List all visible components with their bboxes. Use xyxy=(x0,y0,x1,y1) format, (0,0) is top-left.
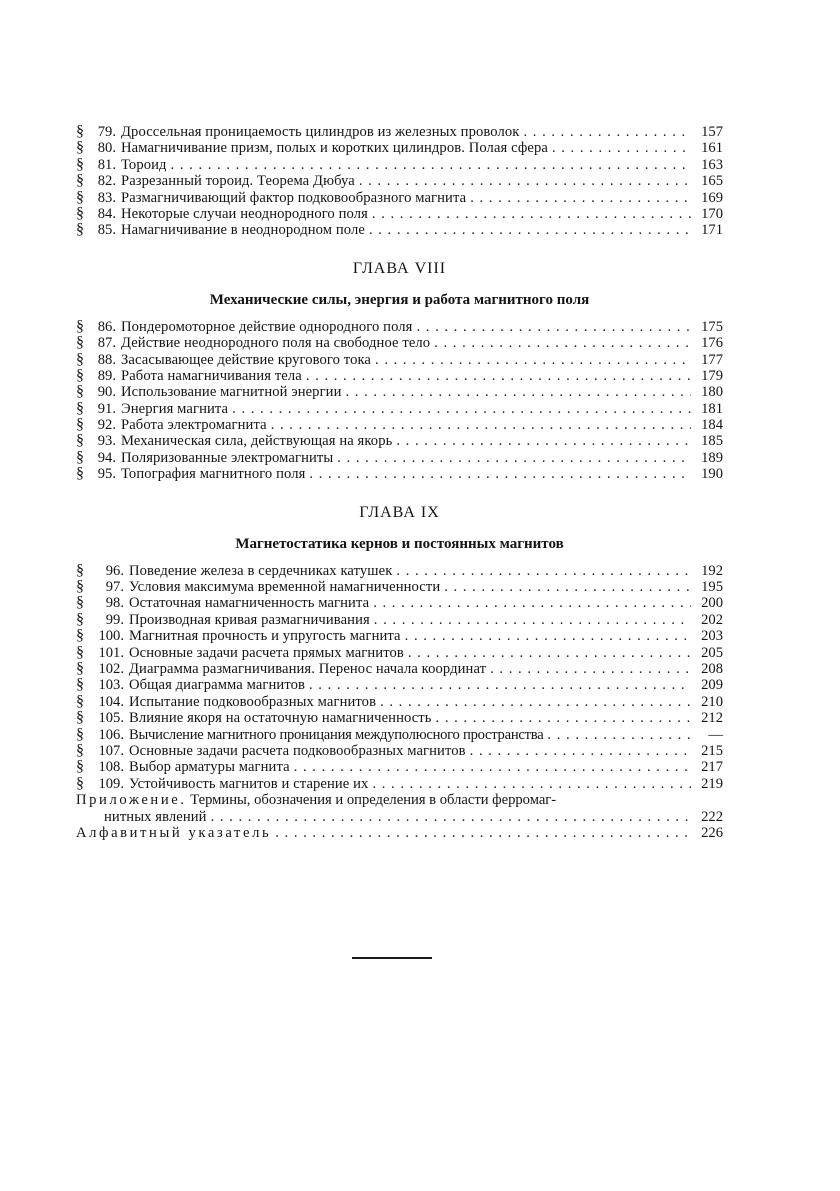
dot-leader xyxy=(436,710,691,726)
toc-entry xyxy=(76,710,723,726)
dot-leader xyxy=(345,384,691,400)
page-number: 212 xyxy=(701,710,723,727)
dot-leader xyxy=(337,450,691,466)
page-number: 163 xyxy=(701,156,723,173)
section-title: Устойчивость магнитов и старение их xyxy=(129,775,369,792)
toc-entry xyxy=(76,645,723,661)
page-number: 217 xyxy=(701,759,723,776)
section-sign: § xyxy=(76,155,84,173)
section-number: 90. xyxy=(97,384,116,401)
appendix-title: Термины, обозначения и определения в области ферромаг- xyxy=(190,792,557,809)
toc-entry xyxy=(76,466,723,482)
chapter-heading: ГЛАВА VIII xyxy=(352,259,447,277)
section-number: 96. xyxy=(105,562,124,579)
page-number: 157 xyxy=(701,124,723,140)
section-number: 89. xyxy=(97,367,116,384)
toc-entry xyxy=(76,450,723,466)
toc-entry xyxy=(76,206,723,222)
chapter-title: Магнетостатика кернов и постоянных магнитов xyxy=(235,535,564,552)
section-title: Испытание подковообразных магнитов xyxy=(129,693,377,710)
end-rule xyxy=(352,957,432,959)
dot-leader xyxy=(396,563,691,579)
page-number: 180 xyxy=(701,384,723,401)
toc-entry xyxy=(76,352,723,368)
toc-entry xyxy=(76,743,723,759)
dot-leader xyxy=(294,759,691,775)
section-number: 97. xyxy=(105,579,124,596)
section-sign: § xyxy=(76,172,84,190)
chapter9-entries xyxy=(76,563,723,792)
section-title: Остаточная намагниченность магнита xyxy=(129,595,370,612)
section-title: Основные задачи расчета подковообразных магнитов xyxy=(129,742,466,759)
section-sign: § xyxy=(76,350,84,368)
dot-leader xyxy=(470,190,691,206)
section-sign: § xyxy=(76,448,84,466)
page-number: 210 xyxy=(701,693,723,710)
index-label: Алфавитный указатель xyxy=(76,824,272,841)
dot-leader xyxy=(552,140,691,156)
section-number: 104. xyxy=(98,693,124,710)
toc-entry xyxy=(76,401,723,417)
section-sign: § xyxy=(76,366,84,384)
toc-entry xyxy=(76,776,723,792)
section-sign: § xyxy=(76,594,84,612)
section-sign: § xyxy=(76,758,84,776)
dot-leader xyxy=(408,645,691,661)
section-title: Энергия магнита xyxy=(121,400,229,417)
section-sign: § xyxy=(76,561,84,579)
section-number: 100. xyxy=(98,628,124,645)
section-title: Выбор арматуры магнита xyxy=(129,759,290,776)
dot-leader xyxy=(372,776,691,792)
toc-entry xyxy=(76,173,723,189)
dot-leader xyxy=(405,628,691,644)
section-sign: § xyxy=(76,416,84,434)
section-number: 87. xyxy=(97,335,116,352)
dot-leader xyxy=(470,743,691,759)
dot-leader xyxy=(372,206,691,222)
section-sign: § xyxy=(76,643,84,661)
dot-leader xyxy=(309,677,691,693)
section-number: 93. xyxy=(97,433,116,450)
section-sign: § xyxy=(76,627,84,645)
section-title: Засасывающее действие кругового тока xyxy=(121,351,372,368)
toc-entry xyxy=(76,677,723,693)
page-number: 190 xyxy=(701,466,723,483)
section-number: 109. xyxy=(98,775,124,792)
section-sign: § xyxy=(76,578,84,596)
appendix-label: Приложение. xyxy=(76,792,187,809)
toc-entry xyxy=(76,628,723,644)
chapter-title: Механические силы, энергия и работа магнитного поля xyxy=(209,291,590,308)
section-number: 83. xyxy=(97,189,116,206)
page-number: 184 xyxy=(701,417,723,434)
toc-entry xyxy=(76,595,723,611)
section-number: 98. xyxy=(105,595,124,612)
page-number: 205 xyxy=(701,644,723,661)
section-sign: § xyxy=(76,741,84,759)
dot-leader xyxy=(547,727,691,743)
section-number: 95. xyxy=(97,466,116,483)
dot-leader xyxy=(369,222,691,238)
section-title: Работа намагничивания тела xyxy=(121,367,302,384)
section-title: Вычисление магнитного проницания междуполюсного пространства xyxy=(129,726,544,743)
page-number: 185 xyxy=(701,433,723,450)
dot-leader xyxy=(375,352,691,368)
dot-leader xyxy=(416,319,691,335)
section-title: Условия максимума временной намагниченности xyxy=(129,579,441,596)
toc-entry xyxy=(76,612,723,628)
section-title: Пондеромоторное действие однородного поля xyxy=(121,318,413,335)
appendix-second-line xyxy=(76,809,723,825)
section-number: 92. xyxy=(97,417,116,434)
section-sign: § xyxy=(76,139,84,157)
page-number: 189 xyxy=(701,449,723,466)
section-title: Некоторые случаи неоднородного поля xyxy=(121,205,368,222)
section-number: 94. xyxy=(97,449,116,466)
section-number: 106. xyxy=(98,726,124,743)
toc-entry xyxy=(76,759,723,775)
chapter7-entries xyxy=(76,124,723,239)
section-number: 91. xyxy=(97,400,116,417)
page-number: 219 xyxy=(701,775,723,792)
toc-entry xyxy=(76,433,723,449)
chapter-heading: ГЛАВА IX xyxy=(359,503,440,521)
section-number: 82. xyxy=(97,173,116,190)
section-sign: § xyxy=(76,465,84,483)
section-sign: § xyxy=(76,188,84,206)
page-number: 208 xyxy=(701,660,723,677)
toc-entry xyxy=(76,140,723,156)
chapter8-entries xyxy=(76,319,723,483)
toc-entry xyxy=(76,157,723,173)
section-number: 108. xyxy=(98,759,124,776)
page-number: 177 xyxy=(701,351,723,368)
page-number: 226 xyxy=(701,824,723,841)
section-number: 80. xyxy=(97,140,116,157)
section-number: 99. xyxy=(105,611,124,628)
toc-entry xyxy=(76,124,723,140)
section-number: 105. xyxy=(98,710,124,727)
section-number: 101. xyxy=(98,644,124,661)
page-number: 202 xyxy=(701,611,723,628)
section-title: Размагничивающий фактор подковообразного магнита xyxy=(121,189,467,206)
toc-entry xyxy=(76,579,723,595)
page-number: 215 xyxy=(701,742,723,759)
section-sign: § xyxy=(76,676,84,694)
toc-entry xyxy=(76,727,723,743)
section-title: Дроссельная проницаемость цилиндров из железных проволок xyxy=(121,124,520,140)
dot-leader xyxy=(309,466,691,482)
section-sign: § xyxy=(76,432,84,450)
dot-leader xyxy=(211,809,691,825)
section-sign: § xyxy=(76,123,84,140)
toc-entry xyxy=(76,368,723,384)
toc-entry xyxy=(76,417,723,433)
page-number: 176 xyxy=(701,335,723,352)
dot-leader xyxy=(271,417,691,433)
toc-entry xyxy=(76,694,723,710)
dot-leader xyxy=(359,173,691,189)
section-number: 85. xyxy=(97,222,116,239)
page-number: 161 xyxy=(701,140,723,157)
section-sign: § xyxy=(76,317,84,335)
dot-leader xyxy=(380,694,691,710)
section-sign: § xyxy=(76,774,84,792)
section-sign: § xyxy=(76,709,84,727)
page-number: 175 xyxy=(701,318,723,335)
dot-leader xyxy=(396,433,691,449)
toc-page xyxy=(76,124,723,841)
section-sign: § xyxy=(76,610,84,628)
toc-entry xyxy=(76,335,723,351)
appendix-entry xyxy=(76,792,723,825)
section-sign: § xyxy=(76,334,84,352)
section-number: 103. xyxy=(98,677,124,694)
section-title: Влияние якоря на остаточную намагниченность xyxy=(129,710,432,727)
toc-entry xyxy=(76,661,723,677)
page-number: 181 xyxy=(701,400,723,417)
section-sign: § xyxy=(76,725,84,743)
toc-entry xyxy=(76,563,723,579)
dot-leader xyxy=(306,368,691,384)
section-number: 86. xyxy=(97,318,116,335)
section-number: 84. xyxy=(97,205,116,222)
section-number: 88. xyxy=(97,351,116,368)
section-title: Работа электромагнита xyxy=(121,417,267,434)
dot-leader xyxy=(523,124,691,140)
section-title: Намагничивание призм, полых и коротких цилиндров. Полая сфера xyxy=(121,140,548,157)
toc-entry xyxy=(76,319,723,335)
page-number: — xyxy=(708,726,723,743)
section-sign: § xyxy=(76,692,84,710)
section-title: Общая диаграмма магнитов xyxy=(129,677,305,694)
page-number: 170 xyxy=(701,205,723,222)
section-title: Механическая сила, действующая на якорь xyxy=(121,433,393,450)
page-number: 222 xyxy=(701,808,723,825)
dot-leader xyxy=(490,661,691,677)
section-title: Поведение железа в сердечниках катушек xyxy=(129,562,393,579)
page-number: 200 xyxy=(701,595,723,612)
section-title: Основные задачи расчета прямых магнитов xyxy=(129,644,404,661)
section-title: Поляризованные электромагниты xyxy=(121,449,334,466)
page-number: 171 xyxy=(701,222,723,239)
section-sign: § xyxy=(76,204,84,222)
page-number: 169 xyxy=(701,189,723,206)
page-number: 192 xyxy=(701,562,723,579)
section-title: Разрезанный тороид. Теорема Дюбуа xyxy=(121,173,355,190)
dot-leader xyxy=(434,335,691,351)
appendix-first-line xyxy=(76,792,723,808)
toc-entry xyxy=(76,190,723,206)
section-title: Диаграмма размагничивания. Перенос начала координат xyxy=(129,660,487,677)
section-number: 79. xyxy=(97,124,116,140)
toc-entry xyxy=(76,384,723,400)
section-number: 81. xyxy=(97,156,116,173)
section-title: Магнитная прочность и упругость магнита xyxy=(129,628,401,645)
dot-leader xyxy=(275,825,691,841)
page-number: 195 xyxy=(701,579,723,596)
dot-leader xyxy=(374,612,691,628)
appendix-title-continued: нитных явлений xyxy=(104,808,207,825)
dot-leader xyxy=(171,157,691,173)
section-sign: § xyxy=(76,399,84,417)
section-title: Производная кривая размагничивания xyxy=(129,611,370,628)
section-title: Намагничивание в неоднородном поле xyxy=(121,222,365,239)
dot-leader xyxy=(444,579,691,595)
section-sign: § xyxy=(76,221,84,239)
section-title: Топография магнитного поля xyxy=(121,466,306,483)
section-title: Использование магнитной энергии xyxy=(121,384,342,401)
index-entry xyxy=(76,825,723,841)
page-number: 203 xyxy=(701,628,723,645)
section-title: Действие неоднородного поля на свободное тело xyxy=(121,335,431,352)
page-number: 209 xyxy=(701,677,723,694)
section-sign: § xyxy=(76,659,84,677)
dot-leader xyxy=(232,401,691,417)
page-number: 179 xyxy=(701,367,723,384)
dot-leader xyxy=(373,595,691,611)
page-number: 165 xyxy=(701,173,723,190)
toc-entry xyxy=(76,222,723,238)
section-title: Тороид xyxy=(121,156,167,173)
section-number: 102. xyxy=(98,660,124,677)
section-number: 107. xyxy=(98,742,124,759)
section-sign: § xyxy=(76,383,84,401)
